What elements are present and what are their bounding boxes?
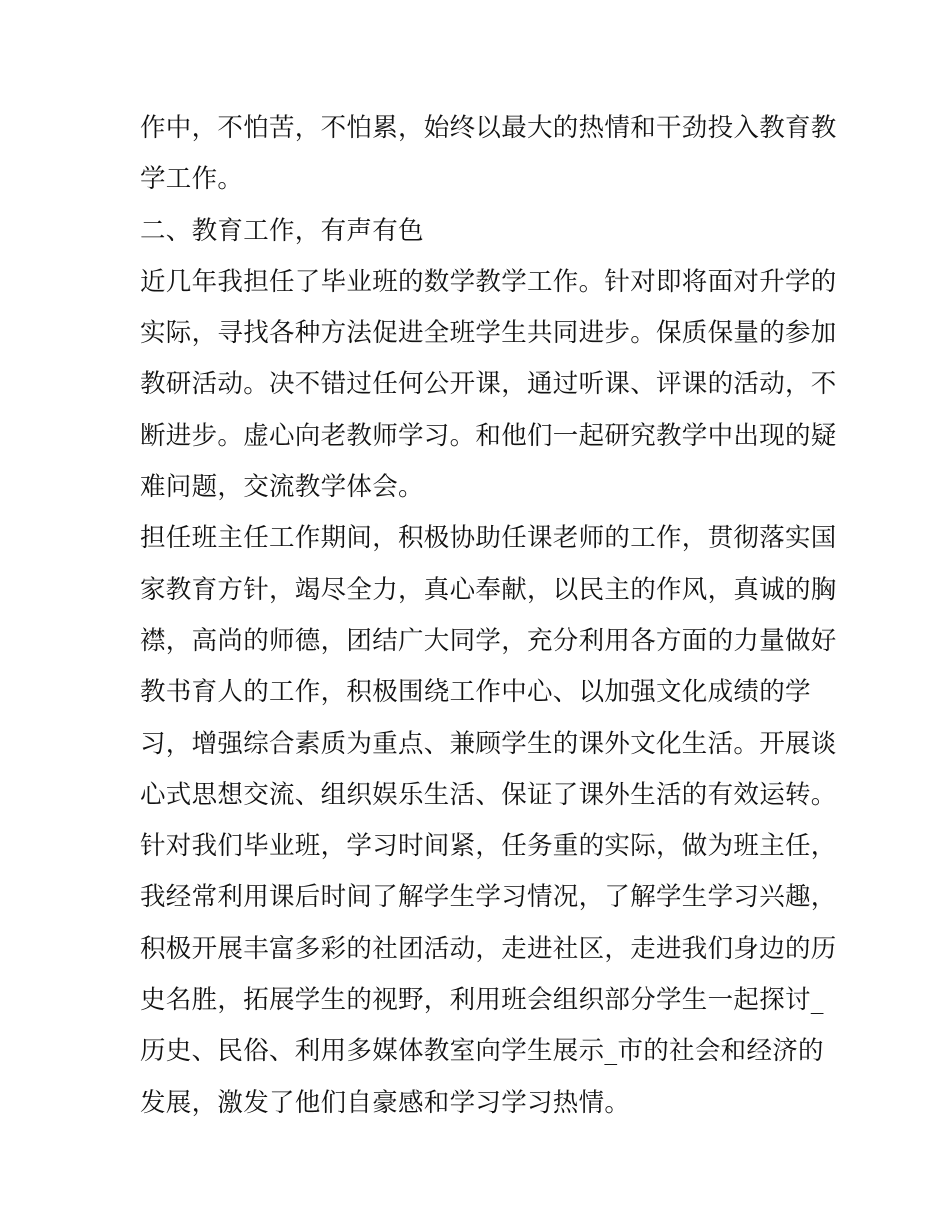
text-line: 发展，激发了他们自豪感和学习学习热情。: [140, 1087, 631, 1118]
text-line: 习，增强综合素质为重点、兼顾学生的课外文化生活。开展谈: [140, 728, 837, 759]
text-line: 史名胜，拓展学生的视野，利用班会组织部分学生一起探讨_: [140, 985, 824, 1016]
text-line: 作中，不怕苦，不怕累，始终以最大的热情和干劲投入教育教: [140, 113, 837, 143]
text-line: 近几年我担任了毕业班的数学教学工作。针对即将面对升学的: [140, 266, 837, 297]
text-line: 担任班主任工作期间，积极协助任课老师的工作，贯彻落实国: [140, 523, 837, 554]
text-line: 历史、民俗、利用多媒体教室向学生展示_市的社会和经济的: [140, 1036, 824, 1067]
text-line: 断进步。虚心向老教师学习。和他们一起研究教学中出现的疑: [140, 420, 837, 451]
text-line: 襟，高尚的师德，团结广大同学，充分利用各方面的力量做好: [140, 625, 837, 656]
text-line: 学工作。: [140, 164, 244, 195]
section-heading: 二、教育工作，有声有色: [140, 215, 424, 246]
text-line: 心式思想交流、组织娱乐生活、保证了课外生活的有效运转。: [140, 779, 837, 810]
text-line: 难问题，交流教学体会。: [140, 472, 424, 503]
text-line: 家教育方针，竭尽全力，真心奉献，以民主的作风，真诚的胸: [140, 574, 837, 605]
document-body: [140, 103, 837, 1129]
text-line: 我经常利用课后时间了解学生学习情况，了解学生学习兴趣，: [140, 882, 837, 913]
text-line: 积极开展丰富多彩的社团活动，走进社区，走进我们身边的历: [140, 933, 837, 964]
text-line: 针对我们毕业班，学习时间紧，任务重的实际，做为班主任，: [140, 831, 837, 862]
text-line: 教书育人的工作，积极围绕工作中心、以加强文化成绩的学: [140, 677, 811, 708]
text-line: 实际，寻找各种方法促进全班学生共同进步。保质保量的参加: [140, 318, 837, 349]
text-line: 教研活动。决不错过任何公开课，通过听课、评课的活动，不: [140, 369, 837, 400]
